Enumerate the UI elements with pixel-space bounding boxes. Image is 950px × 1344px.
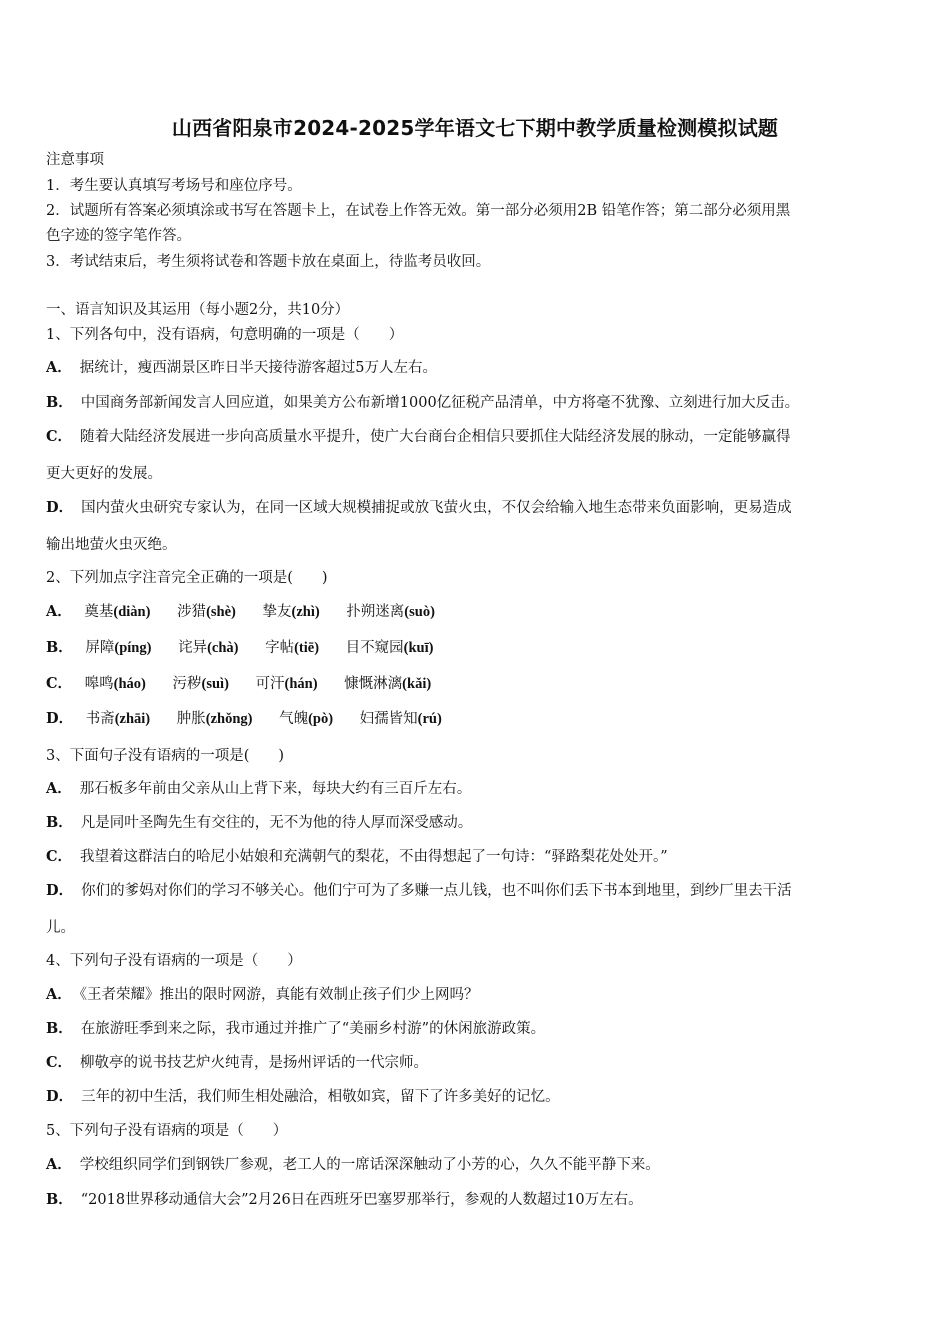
q4-stem: 4、下列句子没有语病的一项是（ ） xyxy=(46,953,302,969)
page-title: 山西省阳泉市2024-2025学年语文七下期中教学质量检测模拟试题 xyxy=(171,116,779,140)
option-label: C． xyxy=(46,428,73,445)
q4-option-a xyxy=(46,985,479,1005)
q1-option-b xyxy=(46,393,799,413)
option-text: 柳敬亭的说书技艺炉火纯青，是扬州评话的一代宗师。 xyxy=(80,1055,429,1071)
option-text: 随着大陆经济发展进一步向高质量水平提升，使广大台商台企相信只要抓住大陆经济发展的脉动，一定能够赢得 xyxy=(80,429,791,445)
option-text: 凡是同叶圣陶先生有交往的，无不为他的待人厚而深受感动。 xyxy=(80,815,473,831)
option-label: B． xyxy=(46,1191,73,1208)
pinyin-item: 肿胀(zhǒng) xyxy=(176,711,253,727)
option-label: C． xyxy=(46,1054,73,1071)
section-heading: 一、语言知识及其运用（每小题2分，共10分） xyxy=(46,302,350,318)
option-label: D． xyxy=(46,882,74,899)
option-label: D． xyxy=(46,499,74,516)
q5-option-a xyxy=(46,1155,660,1175)
option-label: A． xyxy=(46,603,72,620)
pinyin-item: 气魄(pò) xyxy=(279,711,334,727)
option-label: A． xyxy=(46,780,72,797)
option-text: 《王者荣耀》推出的限时网游，真能有效制止孩子们少上网吗？ xyxy=(79,987,479,1003)
pinyin-item: 涉猎(shè) xyxy=(177,604,236,620)
q1-option-a xyxy=(46,358,437,378)
q2-stem: 2、下列加点字注音完全正确的一项是( ) xyxy=(46,570,328,586)
q1-option-c-cont: 更大更好的发展。 xyxy=(46,466,162,482)
q5-option-b xyxy=(46,1190,643,1210)
option-label: A． xyxy=(46,986,72,1003)
q3-option-c xyxy=(46,847,668,867)
notice-item-2-cont: 色字迹的签字笔作答。 xyxy=(46,228,191,244)
q3-stem: 3、下面句子没有语病的一项是( ) xyxy=(46,748,285,764)
q2-option-b xyxy=(46,638,455,658)
notice-item-2: 2．试题所有答案必须填涂或书写在答题卡上，在试卷上作答无效。第一部分必须用2B 铅笔作答；第二部分必须用黑 xyxy=(46,203,791,219)
pinyin-item: 扑朔迷离(suò) xyxy=(346,604,435,620)
option-label: D． xyxy=(46,1088,74,1105)
option-label: D． xyxy=(46,710,74,727)
pinyin-item: 书斋(zhāi) xyxy=(85,711,151,727)
q4-option-b xyxy=(46,1019,545,1039)
option-text: 据统计，瘦西湖景区昨日半天接待游客超过5万人左右。 xyxy=(79,360,437,376)
option-label: B． xyxy=(46,814,73,831)
option-text: 我望着这群洁白的哈尼小姑娘和充满朝气的梨花，不由得想起了一句诗：“驿路梨花处处开。” xyxy=(80,849,668,865)
q3-option-a xyxy=(46,779,471,799)
q1-stem: 1、下列各句中，没有语病，句意明确的一项是（ ） xyxy=(46,327,404,343)
option-label: C． xyxy=(46,675,73,692)
q2-option-d xyxy=(46,709,464,729)
pinyin-item: 污秽(suì) xyxy=(172,676,229,692)
option-text: “2018世界移动通信大会”2月26日在西班牙巴塞罗那举行，参观的人数超过10万左右。 xyxy=(80,1192,643,1208)
option-label: A． xyxy=(46,1156,72,1173)
q3-option-d-cont: 儿。 xyxy=(46,920,75,936)
q1-option-d-cont: 输出地萤火虫灭绝。 xyxy=(46,537,177,553)
q3-option-b xyxy=(46,813,472,833)
pinyin-item: 慷慨淋漓(kǎi) xyxy=(344,676,432,692)
pinyin-item: 可汗(hán) xyxy=(255,676,318,692)
option-text: 那石板多年前由父亲从山上背下来，每块大约有三百斤左右。 xyxy=(79,781,472,797)
q2-option-c xyxy=(46,674,453,694)
option-label: B． xyxy=(46,394,73,411)
option-text: 中国商务部新闻发言人回应道，如果美方公布新增1000亿征税产品清单，中方将毫不犹豫、立刻进行加大反击。 xyxy=(80,395,800,411)
pinyin-item: 屏障(píng) xyxy=(85,640,152,656)
q3-option-d xyxy=(46,881,792,901)
option-text: 你们的爹妈对你们的学习不够关心。他们宁可为了多赚一点儿钱，也不叫你们丢下书本到地里，到纱厂里去干活 xyxy=(81,883,792,899)
pinyin-item: 字帖(tiē) xyxy=(265,640,320,656)
option-text: 在旅游旺季到来之际，我市通过并推广了“美丽乡村游”的休闲旅游政策。 xyxy=(80,1021,546,1037)
notice-item-1: 1．考生要认真填写考场号和座位序号。 xyxy=(46,178,302,194)
notice-item-3: 3．考试结束后，考生须将试卷和答题卡放在桌面上，待监考员收回。 xyxy=(46,254,491,270)
pinyin-item: 诧异(chà) xyxy=(178,640,239,656)
q4-option-d xyxy=(46,1087,560,1107)
q1-option-c xyxy=(46,427,791,447)
q4-option-c xyxy=(46,1053,428,1073)
option-text: 学校组织同学们到钢铁厂参观，老工人的一席话深深触动了小芳的心，久久不能平静下来。 xyxy=(79,1157,660,1173)
option-text: 三年的初中生活，我们师生相处融洽，相敬如宾，留下了许多美好的记忆。 xyxy=(81,1089,560,1105)
option-text: 国内萤火虫研究专家认为，在同一区域大规模捕捉或放飞萤火虫，不仅会给输入地生态带来负面影响，更易造成 xyxy=(81,500,792,516)
option-label: B． xyxy=(46,1020,73,1037)
q2-option-a xyxy=(46,602,457,622)
q5-stem: 5、下列句子没有语病的项是（ ） xyxy=(46,1123,288,1139)
q1-option-d xyxy=(46,498,792,518)
notice-heading: 注意事项 xyxy=(46,152,104,168)
pinyin-item: 嗥鸣(háo) xyxy=(84,676,146,692)
option-label: C． xyxy=(46,848,73,865)
pinyin-item: 奠基(diàn) xyxy=(84,604,151,620)
pinyin-item: 妇孺皆知(rú) xyxy=(359,711,442,727)
pinyin-item: 挚友(zhì) xyxy=(262,604,320,620)
option-label: B． xyxy=(46,639,73,656)
option-label: A． xyxy=(46,359,72,376)
pinyin-item: 目不窥园(kuī) xyxy=(345,640,434,656)
